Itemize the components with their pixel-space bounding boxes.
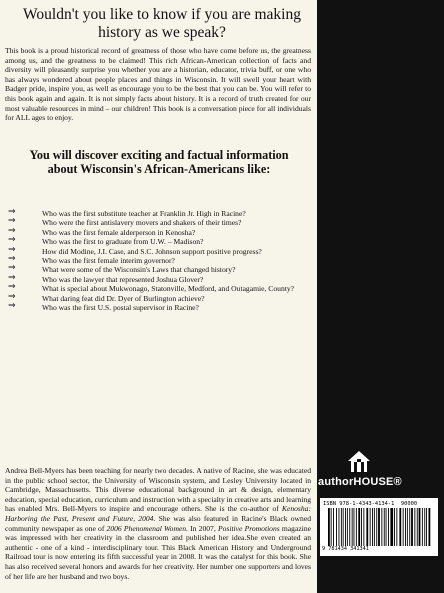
question-item (8, 244, 308, 256)
question-item (8, 300, 308, 312)
barcode-bar (381, 508, 382, 546)
barcode-bar (388, 508, 389, 546)
question-text: Who was the first U.S. postal supervisor in Racine? (42, 302, 199, 312)
bio-text-1: Andrea Bell-Myers has been teaching for nearly two decades. A native of Racine, she was educated in the public school sector, the University of Wisconsin system, and Lesley University located in Cambridge, Massachusetts. This diverse educational background in art & design, elementary education, special education, curriculum and instruction with a specialty in creative arts and learning has enabled Mrs. Bell-Myers to inspire and encourage others. She is the co-author of (5, 466, 311, 514)
barcode-bar (347, 508, 348, 546)
barcode-bar (409, 508, 410, 546)
barcode-bar (426, 508, 427, 546)
arrow-icon: ⇒ (8, 272, 16, 283)
barcode-bar (328, 508, 330, 546)
barcode-bar (374, 508, 375, 546)
barcode-bar (349, 508, 350, 546)
question-text: Who were the first antislavery movers and shakers of their times? (42, 218, 242, 228)
question-text: What daring feat did Dr. Dyer of Burlington achieve? (42, 293, 205, 303)
barcode-digits: 9 781434 341341 (322, 546, 369, 552)
question-list (8, 209, 308, 312)
arrow-icon: ⇒ (8, 253, 16, 264)
question-item (8, 291, 308, 303)
barcode-bar (345, 508, 346, 546)
question-item (8, 265, 308, 274)
question-item (8, 218, 308, 227)
barcode-bar (405, 508, 406, 546)
barcode-bar (422, 508, 423, 546)
barcode-bar (339, 508, 340, 546)
question-text: Who was the first to graduate from U.W. – Madison? (42, 237, 204, 247)
price-code: 90000 (400, 501, 418, 507)
question-text: Who was the first substitute teacher at Franklin Jr. High in Racine? (42, 209, 246, 218)
barcode-bar (390, 508, 393, 546)
barcode-bar (343, 508, 344, 546)
question-text: Who was the first female alderperson in Kenosha? (42, 227, 196, 237)
arrow-icon: ⇒ (8, 216, 16, 227)
question-item (8, 237, 308, 246)
barcode-bar (372, 508, 373, 546)
barcode-bar (417, 508, 418, 546)
barcode-bar (352, 508, 353, 546)
barcode-bar (358, 508, 360, 546)
headline: Wouldn't you like to know if you are making history as we speak? (23, 6, 301, 41)
question-text: Who was the lawyer that represented Joshua Glover? (42, 274, 204, 284)
barcode-bar (336, 508, 337, 546)
magazine-name: Positive Promotions (217, 523, 280, 533)
barcode-bar (403, 508, 404, 546)
arrow-icon: ⇒ (8, 282, 16, 293)
barcode-bar (378, 508, 380, 546)
barcode-bars (326, 508, 434, 546)
barcode-bar (341, 508, 342, 546)
question-item (8, 272, 308, 284)
book-title: Kenosha: Harboring the Past, Present and Future, 2004. (5, 504, 311, 523)
question-item (8, 225, 308, 237)
isbn-text: ISBN 978-1-4343-4134-1 90000 (323, 501, 418, 507)
barcode-bar (333, 508, 334, 546)
barcode-bar (399, 508, 401, 546)
barcode-bar (354, 508, 355, 546)
barcode-bar (396, 508, 397, 546)
question-text: How did Modine, J.I. Case, and S.C. Johnson support positive progress? (42, 246, 262, 256)
question-item (8, 253, 308, 265)
barcode-bar (411, 508, 413, 546)
barcode-bar (366, 508, 368, 546)
barcode-bar (356, 508, 357, 546)
bio-text-3: In 2007, (188, 523, 218, 533)
barcode-bar (331, 508, 332, 546)
arrow-icon: ⇒ (8, 291, 16, 302)
arrow-icon: ⇒ (8, 300, 16, 311)
barcode-bar (429, 508, 431, 546)
publisher-name: authorHOUSE® (318, 476, 402, 488)
question-text: Who was the first female interim governor? (42, 255, 175, 265)
arrow-icon: ⇒ (8, 244, 16, 255)
newspaper-feature: 2006 Phenomenal Women. (106, 523, 188, 533)
question-text: What were some of the Wisconsin's Laws that changed history? (42, 265, 236, 275)
barcode-bar (376, 508, 377, 546)
barcode-bar (363, 508, 364, 546)
barcode-bar (419, 508, 421, 546)
author-bio (5, 466, 311, 581)
barcode-bar (384, 508, 385, 546)
arrow-icon: ⇒ (8, 225, 16, 236)
barcode-bar (394, 508, 395, 546)
question-item (8, 284, 308, 293)
bio-text-4: magazine was impressed with her creativity in the classroom and published her idea.She even created an authentic - one of a kind - interdisciplinary tour. This Black American History and Underground Railroad tour is now entering its fifth successful year in 2008. It was the catalyst for this book. She has also received several honors and awards for her creativity. Her number one supporters and loves of her life are her husband and two boys. (5, 523, 311, 581)
question-text: What is special about Mukwonago, Statonville, Medford, and Outagamie, County? (42, 284, 295, 294)
question-item (8, 209, 308, 218)
subheadline: You will discover exciting and factual information about Wisconsin's African-Americans like: (29, 148, 289, 176)
arrow-icon: ⇒ (8, 263, 16, 274)
barcode-bar (424, 508, 425, 546)
barcode-bar (370, 508, 371, 546)
arrow-icon: ⇒ (8, 235, 16, 246)
barcode-bar (386, 508, 387, 546)
barcode (320, 498, 438, 556)
intro-paragraph: This book is a proud historical record of greatness of those who have come before us, the greatness among us, and the greatness to be claimed! This rich African-American collection of facts and diversity will pleasantly surprise you whether you are a historian, educator, trivia buff, or one who has always wondered about people places and things in Wisconsin. It will swell your heart with Badger pride, inspire you, as well as encourage you to be the best that you can be. You will refer to this book again and again. It is not simply facts about history. It is a record of truth created for our most valuable resources in mind – our children! This book is a conversation piece for all individuals for ALL ages to enjoy. (5, 46, 311, 123)
barcode-bar (407, 508, 408, 546)
barcode-bar (414, 508, 415, 546)
arrow-icon: ⇒ (8, 207, 16, 217)
house-icon (344, 446, 374, 476)
barcode-bar (361, 508, 362, 546)
bio-text-2: She was also featured in Racine's Black owned community newspaper as one of (5, 513, 311, 533)
